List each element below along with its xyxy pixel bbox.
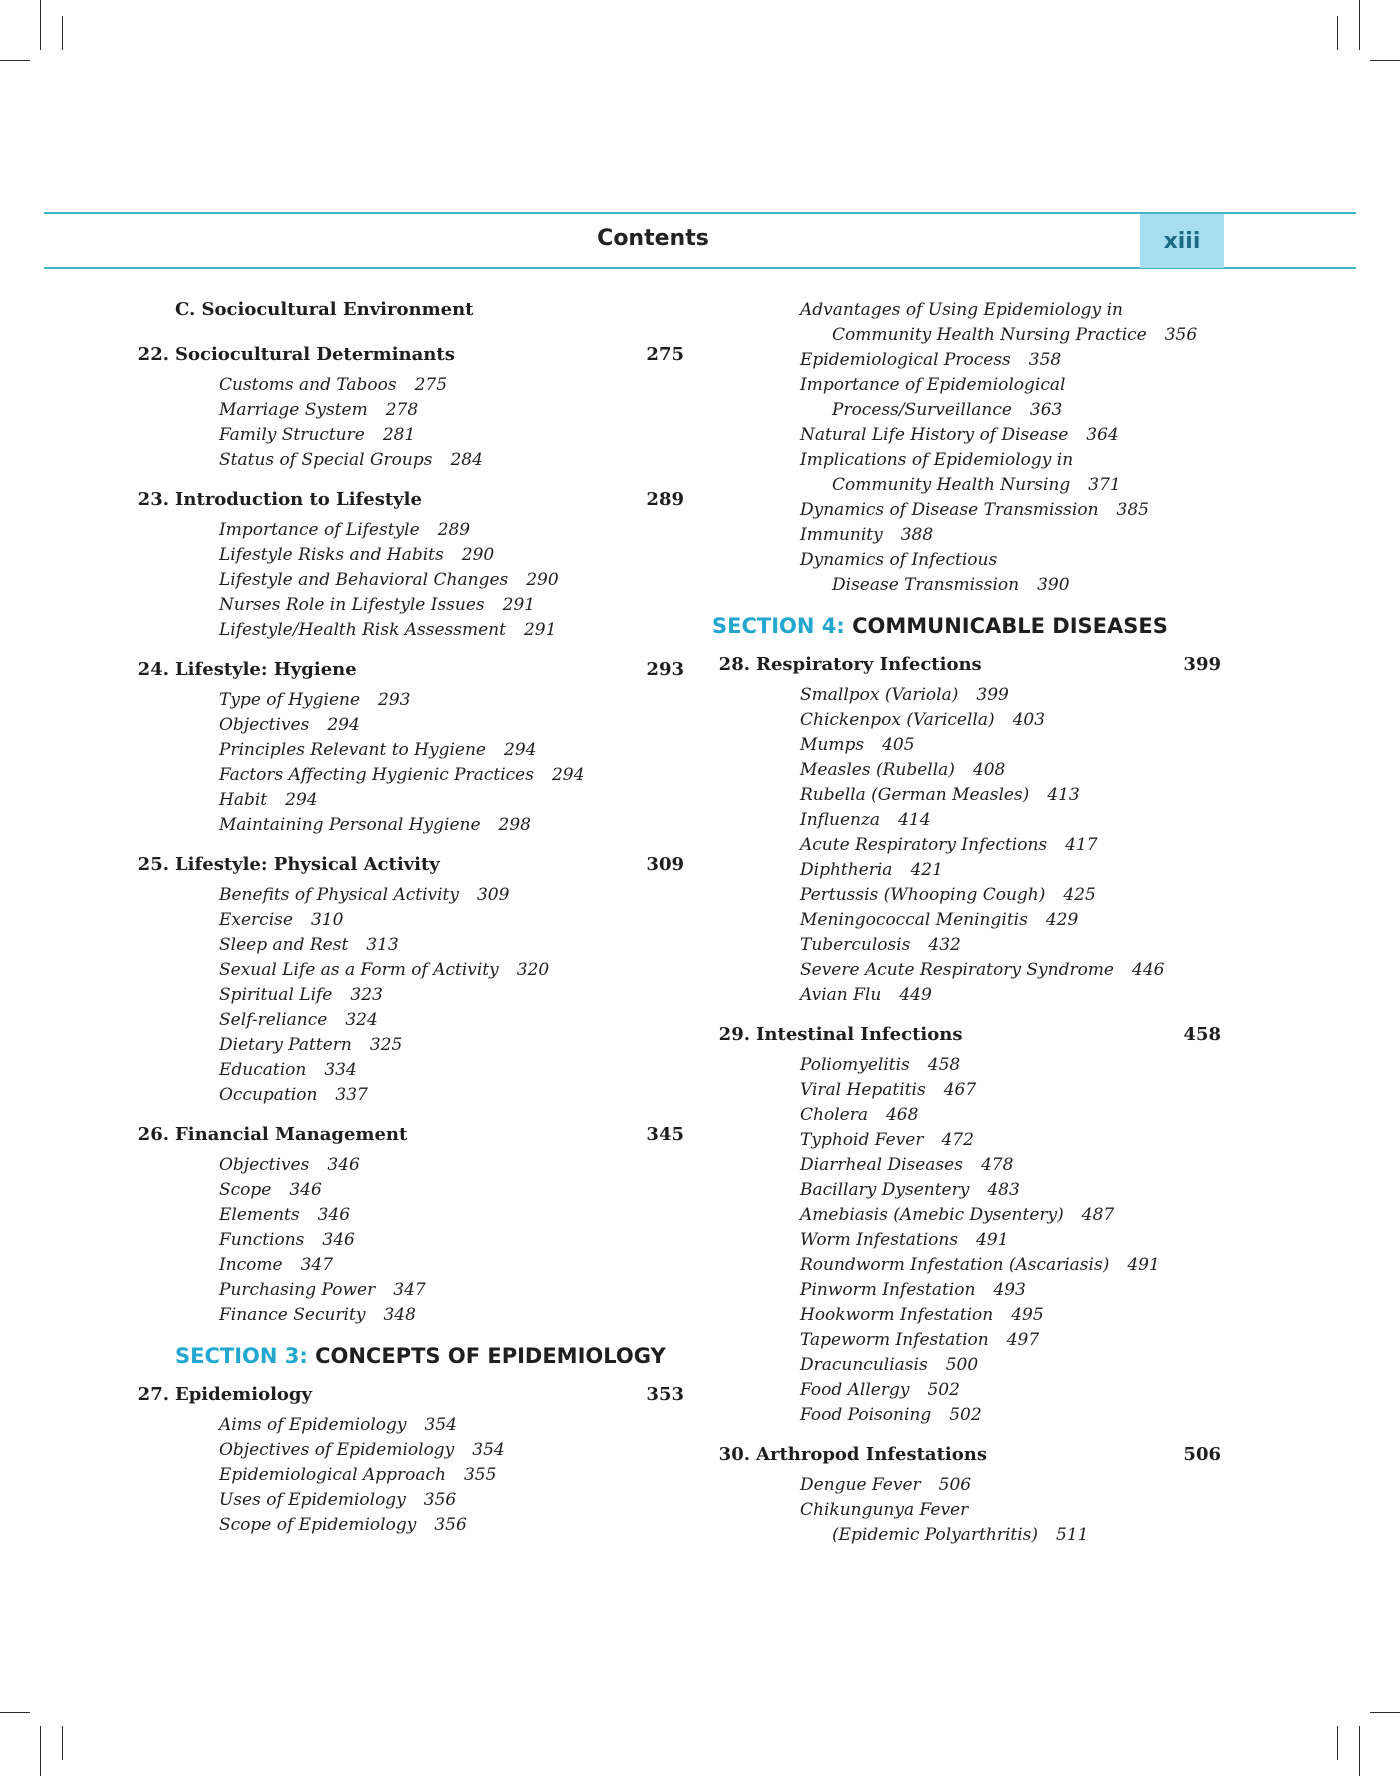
chapter-page: 275 [646, 344, 684, 365]
toc-entry-page: 291 [502, 595, 536, 615]
toc-entry-title: Benefits of Physical Activity [219, 885, 459, 905]
chapter-number: 23. [137, 489, 169, 510]
toc-entry-page: 403 [1012, 710, 1046, 730]
toc-entry-page: 298 [498, 815, 531, 835]
chapter-block [137, 657, 684, 838]
toc-entry-continuation: Disease Transmission 390 [832, 575, 1070, 595]
toc-entry [800, 448, 1221, 498]
toc-entry-title: Pertussis (Whooping Cough) [800, 885, 1046, 905]
toc-entry-page: 346 [289, 1180, 322, 1200]
toc-entry-page: 347 [393, 1280, 426, 1300]
section-number: SECTION 4: [712, 614, 845, 638]
toc-entry [219, 618, 684, 643]
toc-entry-page: 323 [350, 985, 383, 1005]
toc-entry-page: 356 [423, 1490, 457, 1510]
toc-entry-page: 346 [322, 1230, 355, 1250]
toc-entry [219, 1488, 684, 1513]
toc-entry-title: Hookworm Infestation [800, 1305, 994, 1325]
chapter-number: 30. [718, 1444, 750, 1465]
chapter-title: Intestinal Infections [756, 1024, 963, 1045]
toc-entry-page: 371 [1088, 475, 1121, 495]
toc-entry-page: 290 [526, 570, 559, 590]
toc-entry-page: 313 [366, 935, 399, 955]
toc-entry-page: 502 [927, 1380, 960, 1400]
toc-entry [219, 1253, 684, 1278]
toc-entry-page: 493 [993, 1280, 1026, 1300]
chapter-page: 399 [1183, 654, 1221, 675]
toc-entry-title: Importance of Lifestyle [219, 520, 420, 540]
toc-entry-title: Elements [219, 1205, 300, 1225]
toc-entry-page: 487 [1081, 1205, 1115, 1225]
toc-entry [800, 1153, 1221, 1178]
toc-entry [800, 958, 1221, 983]
toc-entry [800, 733, 1221, 758]
toc-entry [800, 423, 1221, 448]
chapter-page: 458 [1183, 1024, 1221, 1045]
toc-entry-title: Self-reliance [219, 1010, 328, 1030]
toc-entry [219, 423, 684, 448]
toc-entry-page: 363 [1029, 400, 1063, 420]
toc-entry-title: Pinworm Infestation [800, 1280, 976, 1300]
chapter-title: Arthropod Infestations [756, 1444, 987, 1465]
toc-entry [800, 1378, 1221, 1403]
toc-entry-page: 446 [1132, 960, 1165, 980]
chapter-heading [718, 652, 1221, 678]
toc-entry [219, 788, 684, 813]
chapter-heading [718, 1022, 1221, 1048]
toc-entry [219, 1303, 684, 1328]
chapter-page: 309 [646, 854, 684, 875]
chapter-block [137, 342, 684, 473]
toc-entry [800, 548, 1221, 598]
chapter-number: 28. [718, 654, 750, 675]
toc-entry [800, 1303, 1221, 1328]
toc-entry-page: 290 [461, 545, 495, 565]
toc-entry [219, 1058, 684, 1083]
toc-entry [219, 373, 684, 398]
toc-entry [800, 523, 1221, 548]
toc-entry [219, 543, 684, 568]
chapter-number: 26. [137, 1124, 169, 1145]
crop-mark [1359, 1726, 1360, 1776]
toc-entry-title: Bacillary Dysentery [800, 1180, 970, 1200]
chapter-heading [137, 1382, 684, 1408]
crop-mark [1337, 16, 1338, 50]
chapter-heading [137, 1122, 684, 1148]
section-heading [712, 612, 1221, 640]
toc-entry-page: 294 [285, 790, 318, 810]
toc-entry-page: 467 [943, 1080, 977, 1100]
toc-entry-page: 293 [378, 690, 411, 710]
chapter-heading [137, 342, 684, 368]
toc-entry-title: Severe Acute Respiratory Syndrome [800, 960, 1114, 980]
toc-entry-title: Marriage System [219, 400, 368, 420]
toc-entry [219, 958, 684, 983]
toc-entry-page: 405 [882, 735, 915, 755]
toc-entry-title: Tuberculosis [800, 935, 911, 955]
toc-entry-title: Diphtheria [800, 860, 893, 880]
toc-entry-continuation: Community Health Nursing Practice 356 [832, 325, 1198, 345]
toc-entry-page: 491 [976, 1230, 1009, 1250]
toc-entry [800, 373, 1221, 423]
toc-entry-title: Dietary Pattern [219, 1035, 352, 1055]
toc-entry-title: Lifestyle Risks and Habits [219, 545, 444, 565]
toc-entry-title: Factors Affecting Hygienic Practices [219, 765, 534, 785]
toc-entry-title: Acute Respiratory Infections [800, 835, 1048, 855]
toc-entry-title: Lifestyle/Health Risk Assessment [219, 620, 506, 640]
chapter-heading [137, 852, 684, 878]
toc-entry [800, 1278, 1221, 1303]
toc-entry [800, 1178, 1221, 1203]
toc-entry [219, 518, 684, 543]
crop-mark [1370, 1712, 1400, 1713]
toc-entry [800, 1498, 1221, 1548]
toc-entry [800, 1203, 1221, 1228]
section-title: COMMUNICABLE DISEASES [852, 614, 1168, 638]
toc-entry [219, 1153, 684, 1178]
toc-entry-page: 408 [972, 760, 1006, 780]
toc-entry-page: 432 [928, 935, 961, 955]
toc-entry-page: 324 [345, 1010, 378, 1030]
toc-entry-continuation: Community Health Nursing 371 [832, 475, 1121, 495]
toc-entry-title: Nurses Role in Lifestyle Issues [219, 595, 485, 615]
toc-entry-title: Dracunculiasis [800, 1355, 928, 1375]
toc-entry-title: Importance of Epidemiological [800, 375, 1066, 395]
toc-entry [800, 858, 1221, 883]
toc-entry-page: 278 [385, 400, 419, 420]
toc-entry-page: 483 [987, 1180, 1020, 1200]
chapter-block [137, 1382, 684, 1538]
toc-entry-title: Food Poisoning [800, 1405, 932, 1425]
toc-entry-title: Poliomyelitis [800, 1055, 910, 1075]
toc-entry-title: Sexual Life as a Form of Activity [219, 960, 499, 980]
toc-entry [219, 1228, 684, 1253]
chapter-block [137, 487, 684, 643]
toc-entry [219, 1413, 684, 1438]
toc-entry [800, 298, 1221, 348]
toc-entry [219, 1203, 684, 1228]
toc-entry-title: Education [219, 1060, 307, 1080]
toc-entry-title: Finance Security [219, 1305, 366, 1325]
toc-entry-title: Objectives of Epidemiology [219, 1440, 455, 1460]
toc-entry-page: 413 [1047, 785, 1080, 805]
toc-entry-page: 429 [1045, 910, 1079, 930]
crop-mark [62, 1726, 63, 1760]
toc-entry-title: Diarrheal Diseases [800, 1155, 963, 1175]
toc-entry-page: 348 [383, 1305, 416, 1325]
toc-entry-title: Objectives [219, 1155, 310, 1175]
toc-entry-title: Aims of Epidemiology [219, 1415, 407, 1435]
toc-entry-page: 425 [1063, 885, 1096, 905]
toc-entry-page: 472 [941, 1130, 974, 1150]
chapter-block [137, 852, 684, 1108]
toc-entry-page: 356 [1164, 325, 1198, 345]
toc-entry [800, 983, 1221, 1008]
toc-entry-title: Amebiasis (Amebic Dysentery) [800, 1205, 1064, 1225]
toc-entry-page: 289 [437, 520, 471, 540]
toc-entry [800, 883, 1221, 908]
section-heading [175, 1342, 684, 1370]
chapter-title: Epidemiology [175, 1384, 312, 1405]
toc-entry [219, 593, 684, 618]
toc-entry-page: 294 [327, 715, 360, 735]
toc-entry-page: 364 [1086, 425, 1119, 445]
toc-entry [800, 1473, 1221, 1498]
toc-entry-title: Customs and Taboos [219, 375, 397, 395]
toc-entry-title: Meningococcal Meningitis [800, 910, 1028, 930]
toc-entry [219, 1513, 684, 1538]
contents-column-right [712, 298, 1221, 1562]
toc-entry-title: Exercise [219, 910, 293, 930]
toc-entry [219, 713, 684, 738]
toc-entry-page: 320 [516, 960, 550, 980]
chapter-block [718, 652, 1221, 1008]
toc-entry-page: 506 [938, 1475, 972, 1495]
toc-entry-title: Measles (Rubella) [800, 760, 955, 780]
toc-entry-page: 291 [523, 620, 557, 640]
toc-entry-page: 497 [1006, 1330, 1040, 1350]
toc-entry-title: Rubella (German Measles) [800, 785, 1030, 805]
toc-entry [219, 738, 684, 763]
toc-entry [800, 708, 1221, 733]
chapter-heading [137, 657, 684, 683]
crop-mark [62, 16, 63, 50]
toc-entry-page: 478 [980, 1155, 1014, 1175]
toc-entry-title: Dengue Fever [800, 1475, 921, 1495]
toc-entry-page: 449 [899, 985, 932, 1005]
toc-entry [800, 1103, 1221, 1128]
toc-entry-page: 309 [476, 885, 510, 905]
toc-entry [800, 1253, 1221, 1278]
toc-entry [219, 1008, 684, 1033]
chapter-title: Respiratory Infections [756, 654, 982, 675]
toc-entry-page: 421 [910, 860, 943, 880]
chapter-title: Lifestyle: Hygiene [175, 659, 357, 680]
toc-entry-title: Food Allergy [800, 1380, 910, 1400]
toc-entry [800, 758, 1221, 783]
toc-entry-page: 354 [424, 1415, 457, 1435]
toc-entry-page: 358 [1028, 350, 1062, 370]
toc-entry-title: Mumps [800, 735, 865, 755]
toc-entry-page: 385 [1116, 500, 1149, 520]
toc-entry-continuation: Process/Surveillance 363 [832, 400, 1063, 420]
toc-entry-page: 491 [1127, 1255, 1160, 1275]
chapter-page: 506 [1183, 1444, 1221, 1465]
toc-entry [219, 883, 684, 908]
chapter-number: 27. [137, 1384, 169, 1405]
chapter-page: 353 [646, 1384, 684, 1405]
toc-entry-title: Functions [219, 1230, 305, 1250]
toc-entry-title: Cholera [800, 1105, 868, 1125]
toc-entry-title: Epidemiological Process [800, 350, 1011, 370]
crop-mark [1359, 0, 1360, 50]
toc-entry-page: 388 [900, 525, 934, 545]
toc-entry [219, 1463, 684, 1488]
contents-column-left [137, 298, 684, 1552]
toc-entry-title: Type of Hygiene [219, 690, 361, 710]
toc-entry-title: Advantages of Using Epidemiology in [800, 300, 1123, 320]
toc-entry-title: Dynamics of Disease Transmission [800, 500, 1099, 520]
chapter-title: Lifestyle: Physical Activity [175, 854, 440, 875]
toc-entry-page: 284 [450, 450, 483, 470]
toc-entry [800, 933, 1221, 958]
toc-entry-page: 417 [1065, 835, 1098, 855]
crop-mark [1337, 1726, 1338, 1760]
toc-entry [219, 568, 684, 593]
chapter-number: 22. [137, 344, 169, 365]
toc-entry-title: Tapeworm Infestation [800, 1330, 989, 1350]
toc-entry [800, 833, 1221, 858]
toc-entry-title: Spiritual Life [219, 985, 333, 1005]
toc-entry-page: 502 [949, 1405, 982, 1425]
chapter-block [718, 1022, 1221, 1428]
toc-entry [800, 1078, 1221, 1103]
part-heading: C. Sociocultural Environment [175, 299, 474, 320]
toc-entry-title: Worm Infestations [800, 1230, 959, 1250]
toc-entry-title: Family Structure [219, 425, 365, 445]
chapter-heading [718, 1442, 1221, 1468]
toc-entry [219, 398, 684, 423]
toc-entry-page: 399 [976, 685, 1009, 705]
toc-entry [800, 1328, 1221, 1353]
toc-entry-page: 414 [898, 810, 931, 830]
toc-entry [800, 683, 1221, 708]
toc-entry [800, 783, 1221, 808]
toc-entry-title: Epidemiological Approach [219, 1465, 446, 1485]
toc-entry-title: Principles Relevant to Hygiene [219, 740, 486, 760]
toc-entry [219, 1278, 684, 1303]
toc-entry [219, 1178, 684, 1203]
toc-entry-page: 347 [300, 1255, 334, 1275]
toc-entry-title: Purchasing Power [219, 1280, 376, 1300]
toc-entry [219, 763, 684, 788]
toc-entry-title: Natural Life History of Disease [800, 425, 1069, 445]
crop-mark [1370, 60, 1400, 61]
page-number: xiii [1163, 228, 1201, 254]
chapter-title: Financial Management [175, 1124, 408, 1145]
toc-entry [800, 1228, 1221, 1253]
toc-entry-page: 310 [310, 910, 344, 930]
toc-entry-title: Sleep and Rest [219, 935, 349, 955]
toc-entry-title: Viral Hepatitis [800, 1080, 926, 1100]
chapter-heading [137, 487, 684, 513]
toc-entry-page: 354 [472, 1440, 505, 1460]
toc-entry [800, 908, 1221, 933]
toc-entry-title: Chikungunya Fever [800, 1500, 969, 1520]
toc-entry-page: 275 [414, 375, 448, 395]
toc-entry [800, 1128, 1221, 1153]
chapter-number: 29. [718, 1024, 750, 1045]
toc-entry-page: 294 [504, 740, 537, 760]
crop-mark [40, 1726, 41, 1776]
toc-entry-title: Habit [219, 790, 268, 810]
crop-mark [40, 0, 41, 50]
toc-entry-page: 495 [1011, 1305, 1044, 1325]
toc-entry-title: Chickenpox (Varicella) [800, 710, 995, 730]
toc-entry-title: Occupation [219, 1085, 318, 1105]
toc-entry-page: 334 [324, 1060, 357, 1080]
toc-entry [219, 688, 684, 713]
toc-entry-title: Smallpox (Variola) [800, 685, 959, 705]
running-header-title: Contents [597, 226, 709, 251]
toc-entry-title: Status of Special Groups [219, 450, 433, 470]
toc-entry-title: Lifestyle and Behavioral Changes [219, 570, 509, 590]
toc-entry [219, 1083, 684, 1108]
section-title: CONCEPTS OF EPIDEMIOLOGY [315, 1344, 666, 1368]
toc-entry-page: 346 [327, 1155, 360, 1175]
toc-entry [219, 933, 684, 958]
toc-entry [219, 813, 684, 838]
toc-entry-title: Uses of Epidemiology [219, 1490, 406, 1510]
chapter-page: 345 [646, 1124, 684, 1145]
toc-entry-page: 281 [382, 425, 416, 445]
toc-entry-title: Dynamics of Infectious [800, 550, 998, 570]
toc-entry-page: 355 [463, 1465, 497, 1485]
toc-entry [219, 983, 684, 1008]
toc-entry [800, 1353, 1221, 1378]
toc-entry-title: Immunity [800, 525, 883, 545]
toc-entry [800, 1403, 1221, 1428]
toc-entry [800, 348, 1221, 373]
chapter-page: 289 [646, 489, 684, 510]
toc-entry [219, 1033, 684, 1058]
toc-entry-page: 390 [1037, 575, 1070, 595]
chapter-number: 25. [137, 854, 169, 875]
crop-mark [0, 60, 30, 61]
toc-entry-title: Objectives [219, 715, 310, 735]
section-number: SECTION 3: [175, 1344, 308, 1368]
chapter-title: Sociocultural Determinants [175, 344, 455, 365]
toc-entry [800, 1053, 1221, 1078]
chapter-block [137, 1122, 684, 1328]
toc-entry-page: 325 [369, 1035, 403, 1055]
toc-entry [800, 808, 1221, 833]
chapter-block [718, 1442, 1221, 1548]
toc-entry-page: 458 [927, 1055, 961, 1075]
chapter-page: 293 [646, 659, 684, 680]
toc-entry-title: Income [219, 1255, 283, 1275]
toc-entry [219, 908, 684, 933]
toc-entry-title: Roundworm Infestation (Ascariasis) [800, 1255, 1110, 1275]
toc-entry-continuation: (Epidemic Polyarthritis) 511 [832, 1525, 1089, 1545]
toc-entry [800, 498, 1221, 523]
toc-entry-page: 468 [885, 1105, 919, 1125]
toc-entry-page: 346 [317, 1205, 351, 1225]
toc-entry-page: 294 [551, 765, 585, 785]
toc-entry-title: Scope of Epidemiology [219, 1515, 417, 1535]
toc-entry-page: 500 [945, 1355, 979, 1375]
toc-entry-title: Influenza [800, 810, 881, 830]
page-number-badge [1140, 214, 1224, 268]
toc-entry [219, 448, 684, 473]
toc-entry-page: 337 [335, 1085, 368, 1105]
toc-entry-title: Scope [219, 1180, 272, 1200]
toc-entry-page: 356 [434, 1515, 467, 1535]
chapter-number: 24. [137, 659, 169, 680]
toc-entry-page: 511 [1056, 1525, 1089, 1545]
toc-entry-title: Implications of Epidemiology in [800, 450, 1074, 470]
entry-block [756, 298, 1221, 598]
toc-entry-title: Typhoid Fever [800, 1130, 924, 1150]
toc-entry-title: Avian Flu [800, 985, 882, 1005]
toc-entry [219, 1438, 684, 1463]
chapter-title: Introduction to Lifestyle [175, 489, 422, 510]
toc-entry-title: Maintaining Personal Hygiene [219, 815, 481, 835]
crop-mark [0, 1712, 30, 1713]
